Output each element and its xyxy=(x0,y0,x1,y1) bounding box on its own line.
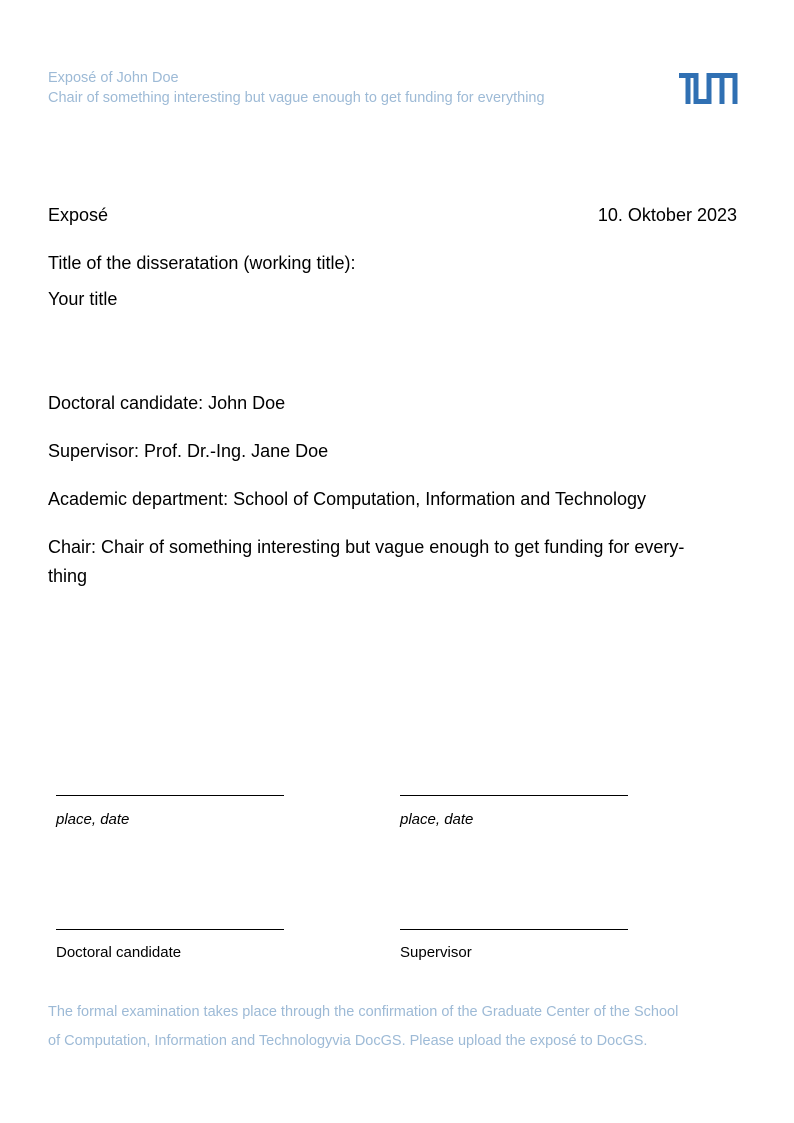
candidate-line: Doctoral candidate: John Doe xyxy=(48,393,286,413)
footer-note-line-1: The formal examination takes place through the confirmation of the Graduate Center of the School xyxy=(48,1004,679,1020)
left-place-label: place, date xyxy=(56,811,130,828)
department-line: Academic department: School of Computation, Information and Technology xyxy=(48,489,647,509)
title-value: Your title xyxy=(48,289,118,309)
footer-note-line-2: of Computation, Information and Technologyvia DocGS. Please upload the exposé to DocGS. xyxy=(48,1033,648,1049)
title-label: Title of the disseratation (working title): xyxy=(48,253,356,273)
header-chair-line: Chair of something interesting but vague enough to get funding for everything xyxy=(48,90,545,106)
right-place-label: place, date xyxy=(400,811,474,828)
signature-line-supervisor xyxy=(400,929,628,930)
supervisor-line: Supervisor: Prof. Dr.-Ing. Jane Doe xyxy=(48,441,329,461)
header-author-line: Exposé of John Doe xyxy=(48,70,179,86)
chair-paragraph xyxy=(48,533,738,591)
signature-line-candidate xyxy=(56,929,284,930)
signature-line-right-place xyxy=(400,795,628,796)
supervisor-signature-label: Supervisor xyxy=(400,944,472,961)
signature-line-left-place xyxy=(56,795,284,796)
tum-logo xyxy=(679,73,738,104)
candidate-signature-label: Doctoral candidate xyxy=(56,944,182,961)
chair-line-1: Chair: Chair of something interesting but vague enough to get funding for every- xyxy=(48,537,685,557)
document-heading: Exposé xyxy=(48,205,109,225)
chair-line-2: thing xyxy=(48,566,88,586)
document-date: 10. Oktober 2023 xyxy=(597,205,737,225)
